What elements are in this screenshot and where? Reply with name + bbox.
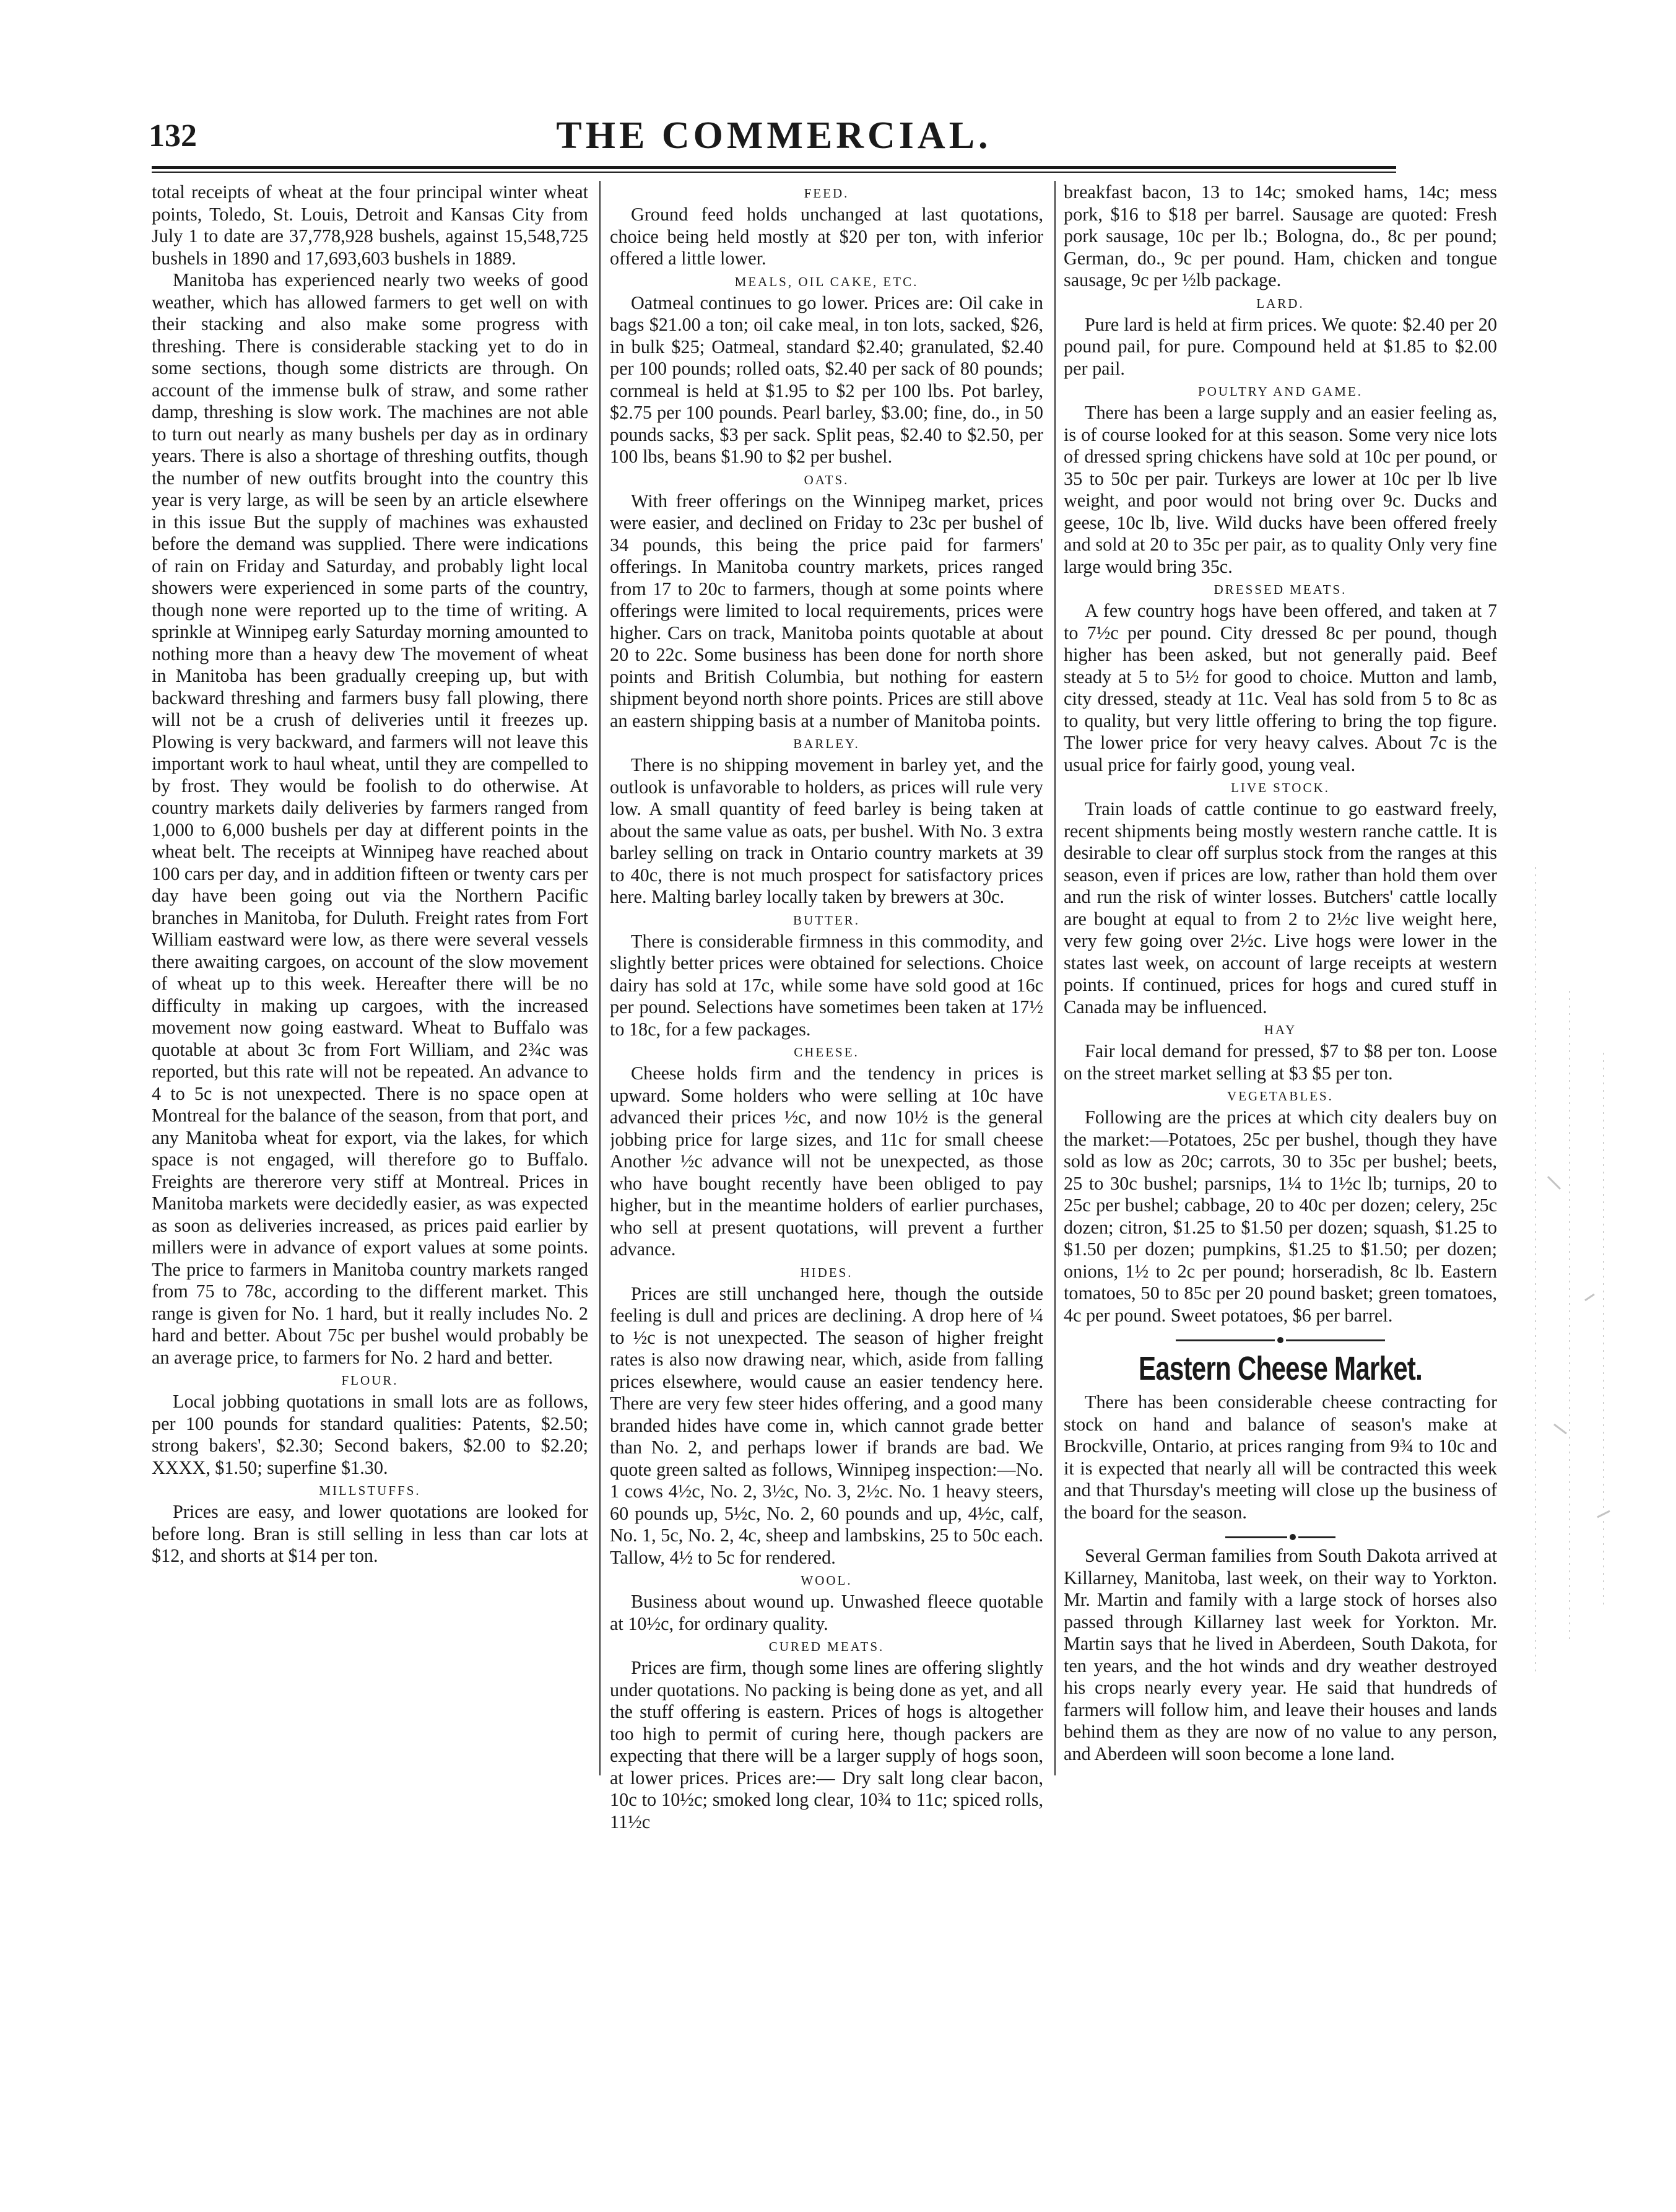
article-paragraph: Following are the prices at which city dealers buy on the market:—Potatoes, 25c per bushel, though they have sold as low as 20c; carrots, 30 to 35c per bushel; beets, 25 to 30c bushel; parsnips, 1¼ to 1½c lb; turnips, 20 to 25c per bushel; cabbage, 20 to 40c per dozen; celery, 25c dozen; citron, $1.25 to $1.50 per dozen; squash, $1.25 to $1.50 per dozen; pumpkins, $1.25 to $1.50; per dozen; onions, 1½ to 2c per pound; horseradish, 8c lb. Eastern tomatoes, 50 to 85c per 20 pound basket; green tomatoes, 4c per pound. Sweet potatoes, $6 per barrel. <box>1064 1107 1497 1326</box>
article-paragraph: Train loads of cattle continue to go eastward freely, recent shipments being mostly western ranche cattle. It is desirable to clear off surplus stock from the ranges at this season, even if prices are low, rather than hold them over and run the risk of winter losses. Butchers' cattle locally are bought at equal to from 2 to 2½c live weight here, very few going over 2½c. Live hogs were lower in the states last week, on account of large receipts at western points. If continued, prices for hogs and cured stuff in Canada may be influenced. <box>1064 798 1497 1017</box>
article-paragraph: Prices are firm, though some lines are offering slightly under quotations. No packing is being done as yet, and all the stuff offering is eastern. Prices of hogs is altogether too high to permit of curing here, though packers are expecting that there will be a larger supply of hogs soon, at lower prices. Prices are:— Dry salt long clear bacon, 10c to 10½c; smoked long clear, 10¾ to 11c; spiced rolls, 11½c <box>610 1657 1043 1832</box>
article-paragraph: Ground feed holds unchanged at last quotations, choice being held mostly at $20 per ton, with inferior offered a little lower. <box>610 204 1043 269</box>
section-heading-hay: HAY <box>1264 1022 1297 1037</box>
article-paragraph: Business about wound up. Unwashed fleece quotable at 10½c, for ordinary quality. <box>610 1591 1043 1634</box>
section-heading-wool: WOOL. <box>801 1573 853 1588</box>
column-divider <box>1054 181 1056 1775</box>
decorative-rule <box>1064 1531 1497 1540</box>
article-paragraph: Prices are still unchanged here, though the outside feeling is dull and prices are declining. A drop here of ¼ to ½c is not unexpected. The season of higher freight rates is also now drawing near, which, aside from falling prices elsewhere, would cause an easier tendency here. There are very few steer hides offering, and a good many branded hides have come in, which cannot grade better than No. 2, and perhaps lower if brands are bad. We quote green salted as follows, Winnipeg inspection:—No. 1 cows 4½c, No. 2, 3½c, No. 3, 2½c. No. 1 heavy steers, 60 pounds up, 5½c, No. 2, 60 pounds and up, 4½c, calf, No. 1, 5c, No. 2, 4c, sheep and lambskins, 25 to 50c each. Tallow, 4½ to 5c for rendered. <box>610 1282 1043 1568</box>
article-paragraph: breakfast bacon, 13 to 14c; smoked hams, 14c; mess pork, $16 to $18 per barrel. Sausage are quoted: Fresh pork sausage, 10c per lb.; Bologna, do., 8c per pound; German, do., 9c per pound. Ham, chicken and tongue sausage, 9c per ½lb package. <box>1064 181 1497 290</box>
section-heading-poultry: POULTRY AND GAME. <box>1198 384 1363 399</box>
section-heading-cheese: CHEESE. <box>794 1045 859 1060</box>
header-rule-thick <box>152 166 1396 169</box>
section-heading-feed: FEED. <box>804 186 849 201</box>
section-heading-butter: BUTTER. <box>793 912 860 928</box>
article-paragraph: There is no shipping movement in barley yet, and the outlook is unfavorable to holders, as prices will rule very low. A small quantity of feed barley is being taken at about the same value as oats, per bushel. With No. 3 extra barley selling on track in Ontario country markets at 39 to 40c, there is not much prospect for satisfactory prices here. Malting barley locally taken by brewers at 30c. <box>610 754 1043 907</box>
article-paragraph: There has been considerable cheese contracting for stock on hand and balance of season's make at Brockville, Ontario, at prices ranging from 9¾ to 10c and it is expected that nearly all will be contracted this week and that Thursday's meeting will close up the business of the board for the season. <box>1064 1391 1497 1523</box>
section-heading-hides: HIDES. <box>800 1265 853 1280</box>
article-paragraph: There has been a large supply and an easier feeling as, is of course looked for at this season. Some very nice lots of dressed spring chickens have sold at 10c per pound, or 35 to 50c per pair. Turkeys are lower at 10c per lb live weight, and poor would not bring over 9c. Ducks and geese, 10c lb, live. Wild ducks have been offered freely and sold at 20 to 35c per pair, as to quality Only very fine large would bring 35c. <box>1064 402 1497 577</box>
masthead-title: THE COMMERCIAL. <box>556 115 992 157</box>
section-heading-lard: LARD. <box>1256 295 1305 311</box>
article-paragraph: Pure lard is held at firm prices. We quote: $2.40 per 20 pound pail, for pure. Compound held at $1.85 to $2.00 per pail. <box>1064 313 1497 379</box>
article-paragraph: Oatmeal continues to go lower. Prices are: Oil cake in bags $21.00 a ton; oil cake meal, in ton lots, sacked, $26, in bulk $25; Oatmeal, standard $2.40; granulated, $2.40 per 100 pounds; rolled oats, $2.40 per sack of 80 pounds; cornmeal is held at $1.95 to $2 per 100 lbs. Pot barley, $2.75 per 100 pounds. Pearl barley, $3.00; fine, do., in 50 pounds sacks, $3 per sack. Split peas, $2.40 to $2.50, per 100 lbs, beans $1.90 to $2 per bushel. <box>610 292 1043 467</box>
article-paragraph: A few country hogs have been offered, and taken at 7 to 7½c per pound. City dressed 8c per pound, though higher has been asked, but not generally paid. Beef steady at 5 to 5½ for good to choice. Mutton and lamb, city dressed, steady at 11c. Veal has sold from 5 to 8c as to quality, but very little offering to bring the top figure. The lower price for very heavy calves. About 7c is the usual price for fairly good, young veal. <box>1064 600 1497 775</box>
page-number: 132 <box>149 118 197 154</box>
column-divider <box>599 181 601 1775</box>
column-2 <box>610 181 1043 1971</box>
article-paragraph: Prices are easy, and lower quotations are looked for before long. Bran is still selling in less than car lots at $12, and shorts at $14 per ton. <box>152 1501 588 1566</box>
page-header <box>149 115 1399 167</box>
column-3 <box>1064 181 1497 1971</box>
section-heading-flour: FLOUR. <box>341 1373 399 1388</box>
article-paragraph: There is considerable firmness in this commodity, and slightly better prices were obtained for selections. Choice dairy has sold at 17c, while some have sold good at 16c per pound. Selections have sometimes been taken at 17½ to 18c, for a few packages. <box>610 930 1043 1040</box>
article-headline: Eastern Cheese Market. <box>1138 1350 1423 1388</box>
article-paragraph: Fair local demand for pressed, $7 to $8 per ton. Loose on the street market selling at $3 $5 per ton. <box>1064 1040 1497 1084</box>
section-heading-millstuffs: MILLSTUFFS. <box>319 1483 421 1498</box>
article-paragraph: Manitoba has experienced nearly two weeks of good weather, which has allowed farmers to get well on with their stacking and also make some progress with threshing. There is considerable stacking yet to do in some sections, though some districts are through. On account of the immense bulk of straw, and some rather damp, threshing is slow work. The machines are not able to turn out nearly as many bushels per day as in ordinary years. There is also a shortage of threshing outfits, though the number of new outfits brought into the country this year is very large, as will be seen by an article elsewhere in this issue But the supply of machines was exhausted before the demand was supplied. There were indications of rain on Friday and Saturday, and probably light local showers were experienced in some parts of the country, though none were reported up to the time of writing. A sprinkle at Winnipeg early Saturday morning amounted to nothing more than a heavy dew The movement of wheat in Manitoba has been gradually creeping up, but with backward threshing and farmers busy fall plowing, there will not be a crush of deliveries until it freezes up. Plowing is very backward, and farmers will not leave this important work to haul wheat, until they are compelled to by frost. They would be foolish to do otherwise. At country markets daily deliveries by farmers ranged from 1,000 to 6,000 bushels per day at different points in the wheat belt. The receipts at Winnipeg have reached about 100 cars per day, and in addition fifteen or twenty cars per day have been going out via the Northern Pacific branches in Manitoba, for Duluth. Freight rates from Fort William eastward were low, as there were several vessels there awaiting cargoes, on account of the slow movement of wheat up to this week. Hereafter there will be no difficulty in making up cargoes, with the increased movement now going eastward. Wheat to Buffalo was quotable at about 3c from Fort William, and 2¾c was reported, but this rate will not be repeated. An advance to 4 to 5c is not unexpected. There is no space open at Montreal for the balance of the season, from that port, and any Manitoba wheat for export, via the lakes, for which space is not engaged, will therefore go to Buffalo. Freights are thererore very stiff at Montreal. Prices in Manitoba markets were decidedly easier, as was expected as soon as deliveries increased, as prices paid earlier by millers were in advance of export values at some points. The price to farmers in Manitoba country markets ranged from 75 to 78c, according to the different market. This range is given for No. 1 hard, but it really includes No. 2 hard and better. About 75c per bushel would probably be an average price, to farmers for No. 2 hard and better. <box>152 269 588 1368</box>
header-rule-thin <box>152 172 1396 173</box>
section-heading-dressed-meats: DRESSED MEATS. <box>1214 582 1347 597</box>
section-heading-meals: MEALS, OIL CAKE, ETC. <box>734 274 919 289</box>
section-heading-live-stock: LIVE STOCK. <box>1231 780 1330 795</box>
article-paragraph: total receipts of wheat at the four principal winter wheat points, Toledo, St. Louis, Detroit and Kansas City from July 1 to date are 37,778,928 bushels, against 15,548,725 bushels in 1890 and 17,693,603 bushels in 1889. <box>152 181 588 269</box>
article-paragraph: With freer offerings on the Winnipeg market, prices were easier, and declined on Friday to 23c per bushel of 34 pounds, this being the price paid for farmers' offerings. In Manitoba country markets, prices ranged from 17 to 20c to farmers, though at some points where offerings were limited to local requirements, prices were higher. Cars on track, Manitoba points quotable at about 20 to 22c. Some business has been done for north shore points and British Columbia, but nothing for eastern shipment beyond north shore points. Prices are still above an eastern shipping basis at a number of Manitoba points. <box>610 490 1043 731</box>
column-1 <box>152 181 588 1971</box>
article-paragraph: Several German families from South Dakota arrived at Killarney, Manitoba, last week, on their way to Yorkton. Mr. Martin and family with a large stock of horses also passed through Killarney last week for Yorkton. Mr. Martin says that he lived in Aberdeen, South Dakota, for ten years, and the hot winds and dry weather destroyed his crops nearly every year. He said that hundreds of farmers will follow him, and leave their houses and lands behind them as they are now of no value to any person, and Aberdeen will soon become a lone land. <box>1064 1545 1497 1764</box>
decorative-rule <box>1064 1334 1497 1343</box>
section-heading-vegetables: VEGETABLES. <box>1227 1089 1334 1104</box>
section-heading-cured-meats: CURED MEATS. <box>768 1639 885 1654</box>
section-heading-barley: BARLEY. <box>793 736 860 751</box>
print-bleed-speckle <box>1511 867 1628 1672</box>
article-paragraph: Local jobbing quotations in small lots are as follows, per 100 pounds for standard qualities: Patents, $2.50; strong bakers', $2.30; Second bakers, $2.00 to $2.20; XXXX, $1.50; superfine $1.30. <box>152 1391 588 1478</box>
section-heading-oats: OATS. <box>804 472 849 487</box>
article-paragraph: Cheese holds firm and the tendency in prices is upward. Some holders who were selling at 10c have advanced their prices ½c, and now 10½ is the general jobbing price for large sizes, and 11c for small cheese Another ½c advance will not be unexpected, as those who have bought recently have been obliged to pay higher, but in the meantime holders of earlier purchases, who sell at present quotations, will prevent a further advance. <box>610 1063 1043 1260</box>
